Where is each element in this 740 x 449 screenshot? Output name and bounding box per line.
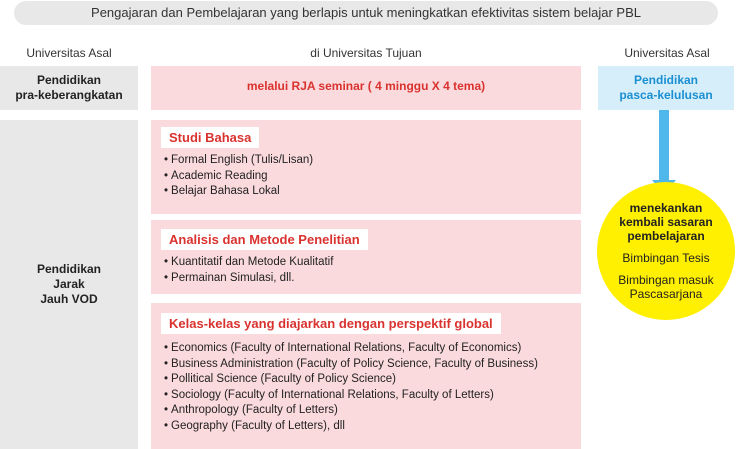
list-item: • Economics (Faculty of International Relations, Faculty of Economics) <box>164 341 538 357</box>
post-graduation-box: Pendidikan pasca-kelulusan <box>598 66 734 110</box>
section-title: Analisis dan Metode Penelitian <box>161 229 368 250</box>
pre-departure-box: Pendidikan pra-keberangkatan <box>0 66 138 110</box>
goal-circle <box>597 182 735 320</box>
item-list <box>164 255 333 286</box>
list-item: • Anthropology (Faculty of Letters) <box>164 403 538 419</box>
circle-item-graduate: Bimbingan masuk Pascasarjana <box>618 273 714 301</box>
list-item: • Formal English (Tulis/Lisan) <box>164 153 313 169</box>
section-title: Kelas-kelas yang diajarkan dengan perspektif global <box>161 313 501 334</box>
circle-heading: menekankan kembali sasaran pembelajaran <box>619 201 713 243</box>
rja-seminar-box: melalui RJA seminar ( 4 minggu X 4 tema) <box>151 66 581 110</box>
list-item: • Academic Reading <box>164 169 313 185</box>
section-language-study <box>151 120 581 214</box>
section-global-classes <box>151 303 581 449</box>
column-header-left: Universitas Asal <box>26 46 112 60</box>
list-item: • Kuantitatif dan Metode Kualitatif <box>164 255 333 271</box>
list-item: • Permainan Simulasi, dll. <box>164 271 333 287</box>
column-header-middle: di Universitas Tujuan <box>310 46 422 60</box>
section-research-methods <box>151 220 581 294</box>
list-item: • Business Administration (Faculty of Policy Science, Faculty of Business) <box>164 357 538 373</box>
header-banner: Pengajaran dan Pembelajaran yang berlapis untuk meningkatkan efektivitas sistem belajar PBL <box>14 1 718 25</box>
item-list <box>164 341 538 434</box>
list-item: • Belajar Bahasa Lokal <box>164 184 313 200</box>
circle-item-thesis: Bimbingan Tesis <box>622 251 710 265</box>
column-header-right: Universitas Asal <box>624 46 710 60</box>
down-arrow-shaft <box>659 110 669 184</box>
section-title: Studi Bahasa <box>161 127 259 148</box>
list-item: • Geography (Faculty of Letters), dll <box>164 419 538 435</box>
list-item: • Pollitical Science (Faculty of Policy Science) <box>164 372 538 388</box>
item-list <box>164 153 313 200</box>
list-item: • Sociology (Faculty of International Relations, Faculty of Letters) <box>164 388 538 404</box>
distance-learning-box: Pendidikan Jarak Jauh VOD <box>0 120 138 449</box>
